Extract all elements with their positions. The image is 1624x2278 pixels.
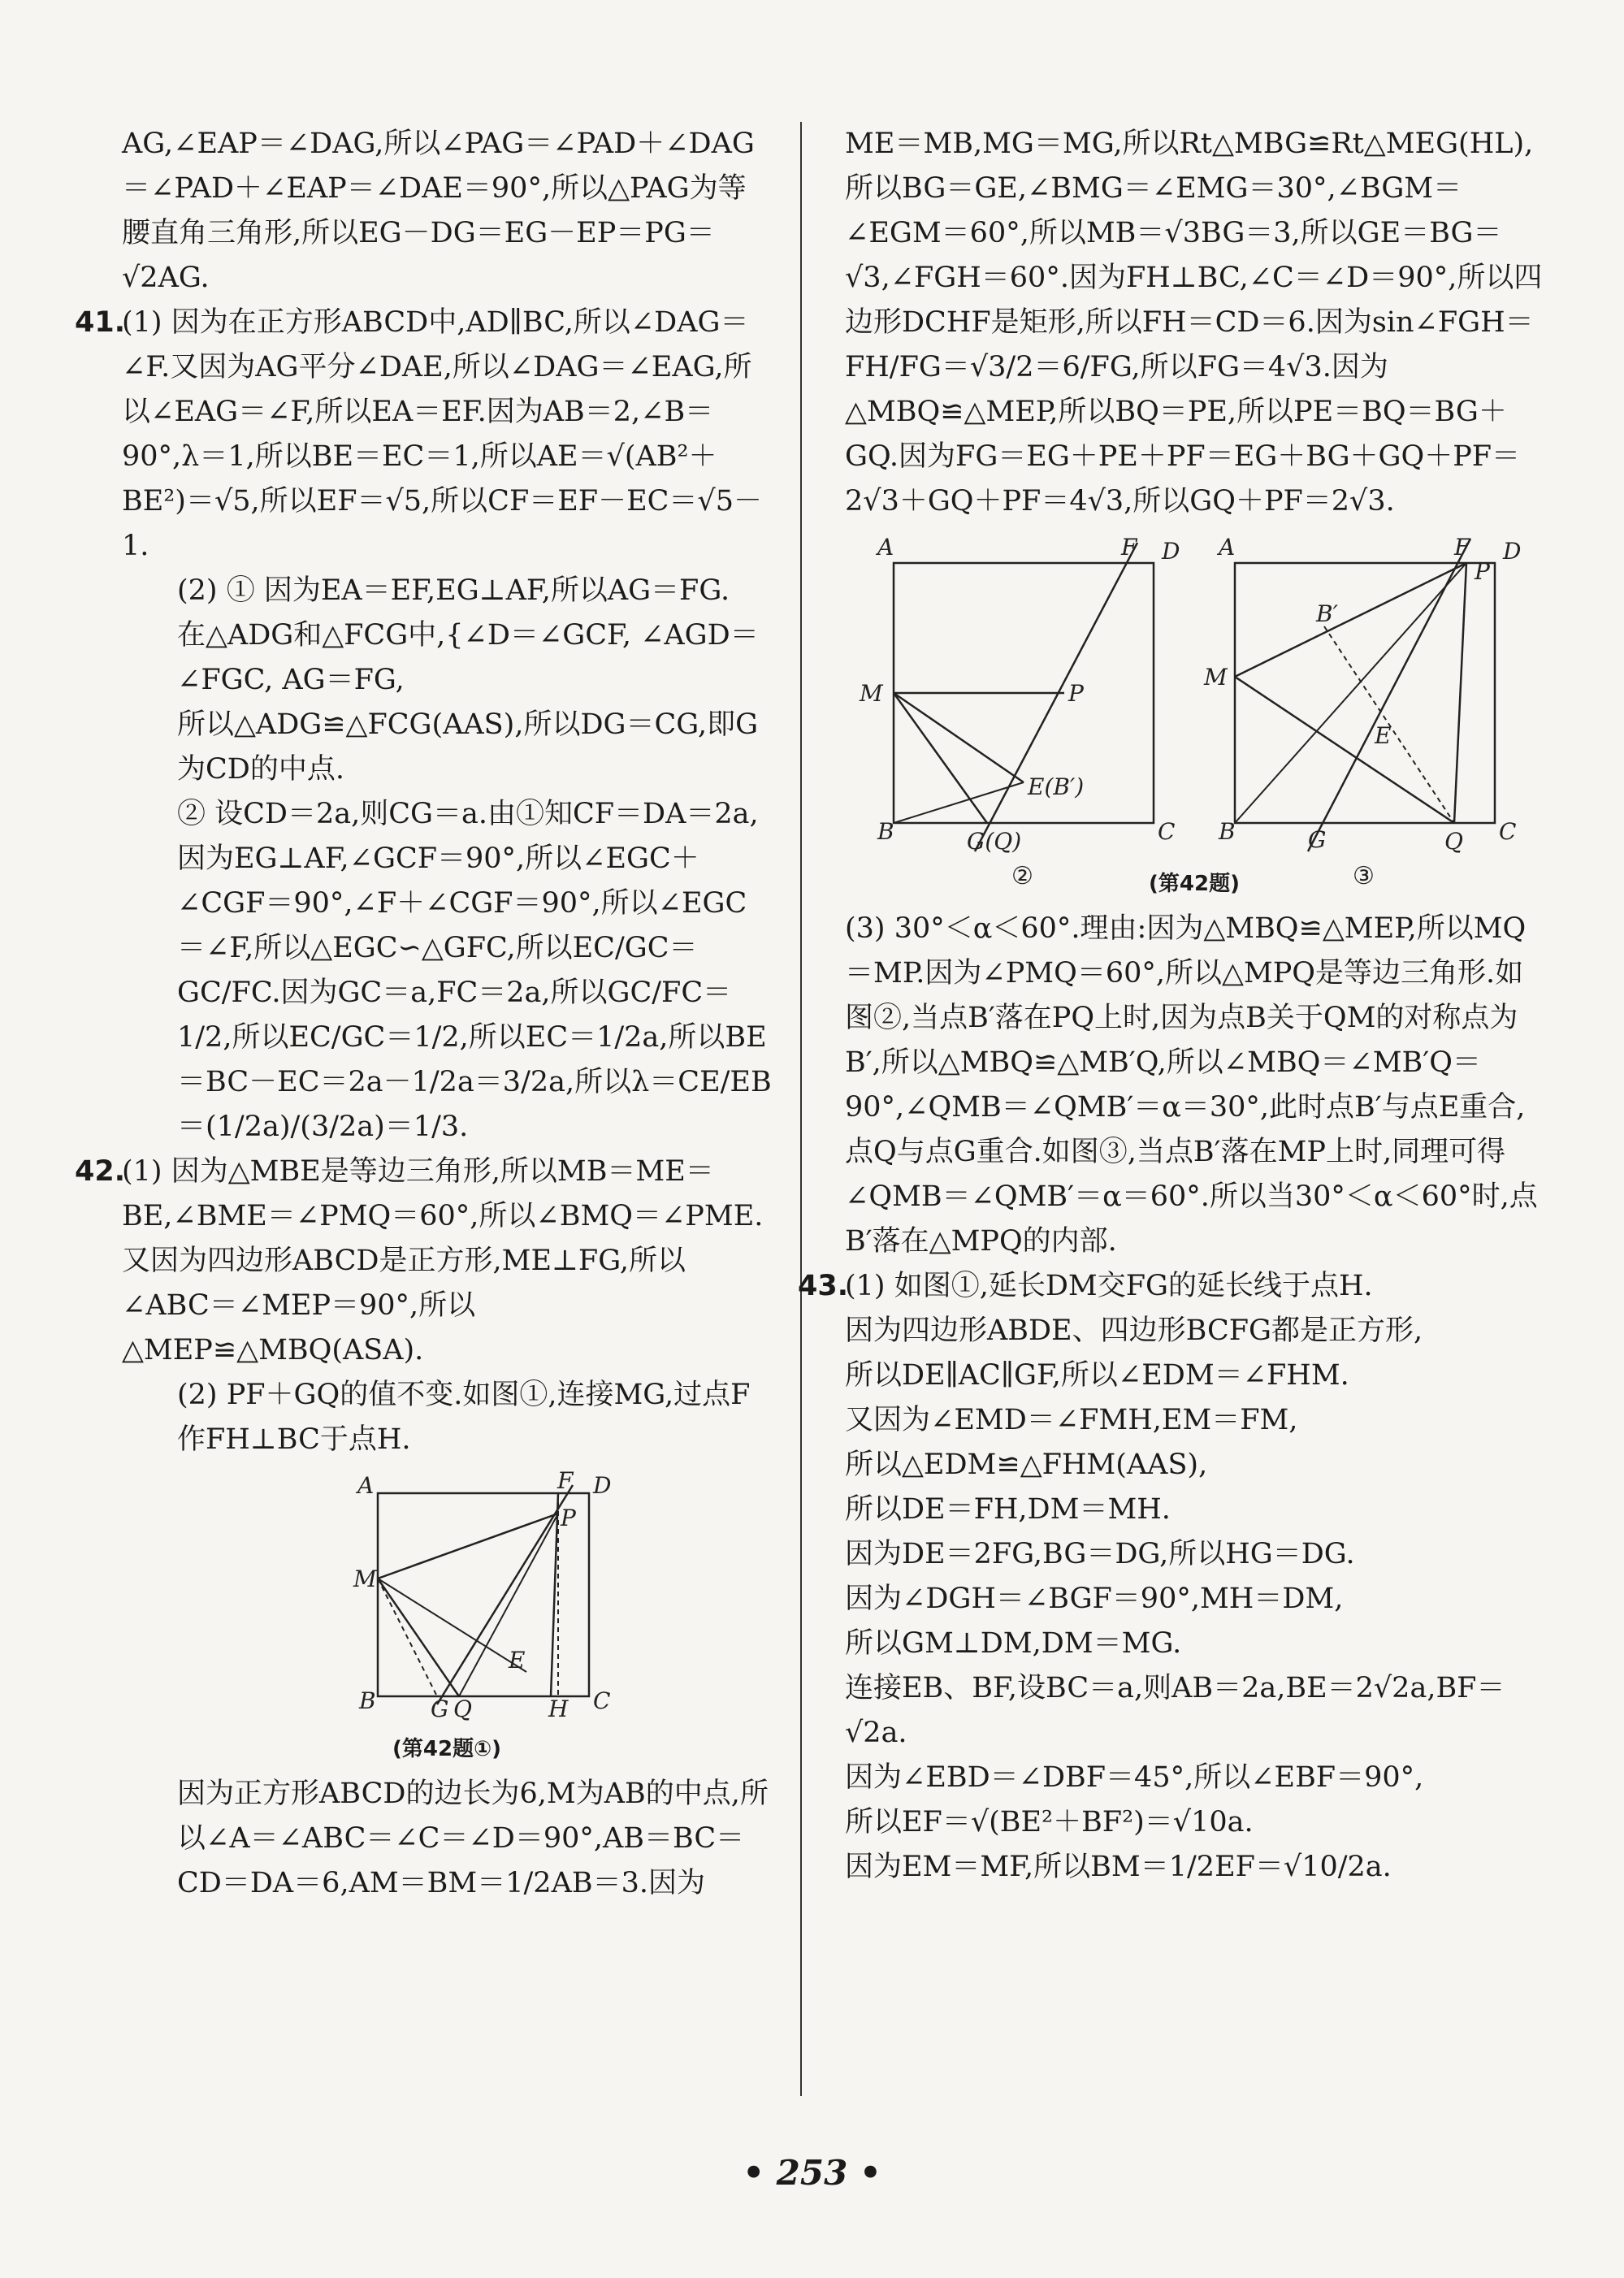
svg-text:F: F <box>1454 534 1470 561</box>
paragraph: 因为DE＝2FG,BG＝DG,所以HG＝DG. <box>845 1538 1355 1570</box>
svg-text:G: G <box>1308 826 1327 853</box>
paragraph: 所以GM⊥DM,DM＝MG. <box>845 1627 1182 1660</box>
paragraph: 所以△EDM≌△FHM(AAS), <box>845 1449 1208 1481</box>
svg-text:M: M <box>353 1566 377 1592</box>
svg-text:P: P <box>1475 558 1490 585</box>
svg-text:H: H <box>548 1696 569 1722</box>
question-number: 42. <box>75 1155 126 1188</box>
svg-text:G: G <box>431 1696 449 1722</box>
svg-text:C: C <box>593 1687 611 1714</box>
right-column <box>798 122 1544 1890</box>
svg-text:Q: Q <box>1444 828 1463 855</box>
svg-text:A: A <box>357 1472 375 1499</box>
paragraph: 因为正方形ABCD的边长为6,M为AB的中点,所以∠A＝∠ABC＝∠C＝∠D＝90°,AB＝BC＝CD＝DA＝6,AM＝BM＝1/2AB＝3.因为 <box>177 1778 769 1899</box>
svg-text:B: B <box>359 1687 376 1714</box>
paragraph: (1) 因为△MBE是等边三角形,所以MB＝ME＝BE,∠BME＝∠PMQ＝60°,所以∠BMQ＝∠PME.又因为四边形ABCD是正方形,ME⊥FG,所以∠ABC＝∠MEP＝90°,所以△MEP≌△MBQ(ASA). <box>122 1155 764 1366</box>
paragraph: (2) PF＋GQ的值不变.如图①,连接MG,过点F作FH⊥BC于点H. <box>177 1379 751 1456</box>
svg-text:M: M <box>1204 664 1228 691</box>
question-number: 43. <box>798 1270 849 1302</box>
svg-text:B: B <box>877 818 894 845</box>
svg-text:B′: B′ <box>1316 600 1338 627</box>
svg-text:C: C <box>1158 818 1176 845</box>
figure-label: ③ <box>1353 862 1375 890</box>
svg-text:D: D <box>593 1472 612 1499</box>
svg-text:D: D <box>1162 538 1180 565</box>
paragraph: 因为EM＝MF,所以BM＝1/2EF＝√10/2a. <box>845 1851 1392 1883</box>
page-number: • 253 • <box>743 2153 881 2193</box>
paragraph: (2) ① 因为EA＝EF,EG⊥AF,所以AG＝FG. <box>177 574 730 607</box>
paragraph: 因为∠EBD＝∠DBF＝45°,所以∠EBF＝90°, <box>845 1761 1424 1794</box>
paragraph: 因为四边形ABDE、四边形BCFG都是正方形, <box>845 1314 1423 1347</box>
question-number: 41. <box>75 306 126 339</box>
svg-text:E: E <box>509 1647 526 1674</box>
svg-text:C: C <box>1499 818 1517 845</box>
paragraph: 因为∠DGH＝∠BGF＝90°,MH＝DM, <box>845 1583 1344 1615</box>
paragraph: ② 设CD＝2a,则CG＝a.由①知CF＝DA＝2a,因为EG⊥AF,∠GCF＝90°,所以∠EGC＋∠CGF＝90°,∠F＋∠CGF＝90°,所以∠EGC＝∠F,所以△EGC∽△GFC,所以EC/GC＝GC/FC.因为GC＝a,FC＝2a,所以GC/FC＝1/2,所以EC/GC＝1/2,所以EC＝1/2a,所以BE＝BC－EC＝2a－1/2a＝3/2a,所以λ＝CE/EB＝(1/2a)/(3/2a)＝1/3. <box>177 798 772 1143</box>
paragraph: 所以EF＝√(BE²＋BF²)＝√10a. <box>845 1806 1254 1838</box>
left-column <box>75 122 772 1906</box>
svg-text:M: M <box>860 680 883 707</box>
svg-text:F: F <box>557 1467 574 1494</box>
svg-text:G(Q): G(Q) <box>967 828 1022 855</box>
svg-text:E(B′): E(B′) <box>1028 773 1085 800</box>
column-divider <box>800 122 802 2096</box>
svg-text:E: E <box>1375 722 1392 749</box>
paragraph: (1) 因为在正方形ABCD中,AD∥BC,所以∠DAG＝∠F.又因为AG平分∠DAE,所以∠DAG＝∠EAG,所以∠EAG＝∠F,所以EA＝EF.因为AB＝2,∠B＝90°,λ＝1,所以BE＝EC＝1,所以AE＝√(AB²＋BE²)＝√5,所以EF＝√5,所以CF＝EF－EC＝√5－1. <box>122 306 762 562</box>
paragraph: (1) 如图①,延长DM交FG的延长线于点H. <box>845 1270 1373 1302</box>
svg-text:A: A <box>1219 534 1236 561</box>
paragraph: (3) 30°＜α＜60°.理由:因为△MBQ≌△MEP,所以MQ＝MP.因为∠PMQ＝60°,所以△MPQ是等边三角形.如图②,当点B′落在PQ上时,因为点B关于QM的对称点为B′,所以△MBQ≌△MB′Q,所以∠MBQ＝∠MB′Q＝90°,∠QMB＝∠QMB′＝α＝30°,此时点B′与点E重合,点Q与点G重合.如图③,当点B′落在MP上时,同理可得∠QMB＝∠QMB′＝α＝60°.所以当30°＜α＜60°时,点B′落在△MPQ的内部. <box>845 912 1538 1258</box>
paragraph: AG,∠EAP＝∠DAG,所以∠PAG＝∠PAD＋∠DAG＝∠PAD＋∠EAP＝∠DAE＝90°,所以△PAG为等腰直角三角形,所以EG－DG＝EG－EP＝PG＝√2AG. <box>122 128 755 294</box>
paragraph: 又因为∠EMD＝∠FMH,EM＝FM, <box>845 1404 1298 1436</box>
paragraph: ME＝MB,MG＝MG,所以Rt△MBG≌Rt△MEG(HL),所以BG＝GE,∠BMG＝∠EMG＝30°,∠BGM＝∠EGM＝60°,所以MB＝√3BG＝3,所以GE＝BG＝√3,∠FGH＝60°.因为FH⊥BC,∠C＝∠D＝90°,所以四边形DCHF是矩形,所以FH＝CD＝6.因为sin∠FGH＝FH/FG＝√3/2＝6/FG,所以FG＝4√3.因为△MBQ≌△MEP,所以BQ＝PE,所以PE＝BQ＝BG＋GQ.因为FG＝EG＋PE＋PF＝EG＋BG＋GQ＋PF＝2√3＋GQ＋PF＝4√3,所以GQ＋PF＝2√3. <box>845 128 1543 518</box>
svg-text:Q: Q <box>453 1696 472 1722</box>
svg-text:F: F <box>1121 534 1137 561</box>
paragraph: 连接EB、BF,设BC＝a,则AB＝2a,BE＝2√2a,BF＝√2a. <box>845 1672 1505 1749</box>
svg-text:B: B <box>1219 818 1236 845</box>
svg-text:D: D <box>1503 538 1522 565</box>
paragraph: 所以DE∥AC∥GF,所以∠EDM＝∠FHM. <box>845 1359 1349 1392</box>
figure-caption: (第42题) <box>1149 872 1240 896</box>
paragraph: 在△ADG和△FCG中,{∠D＝∠GCF, ∠AGD＝∠FGC, AG＝FG, <box>177 619 759 696</box>
figure-caption: (第42题①) <box>392 1737 501 1761</box>
svg-text:P: P <box>1068 680 1084 707</box>
figure-42-1 <box>122 1469 772 1721</box>
svg-text:P: P <box>561 1505 576 1531</box>
svg-text:A: A <box>877 534 894 561</box>
figure-label: ② <box>1011 862 1033 890</box>
paragraph: 所以DE＝FH,DM＝MH. <box>845 1493 1171 1526</box>
paragraph: 所以△ADG≌△FCG(AAS),所以DG＝CG,即G为CD的中点. <box>177 708 759 786</box>
